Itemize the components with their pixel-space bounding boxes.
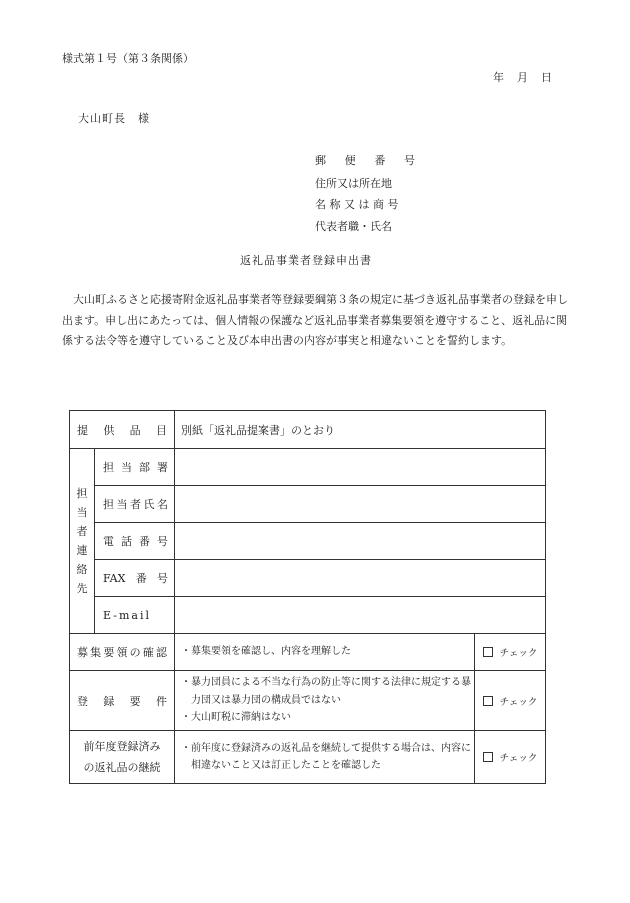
email-input[interactable]	[175, 597, 546, 634]
contact-group-label: 担 当 者 連 絡 先	[70, 449, 95, 634]
fax-label-cell	[95, 560, 175, 597]
registration-checkbox[interactable]: チェック	[475, 671, 546, 731]
contact-person-label-cell	[95, 486, 175, 523]
postal-code-label: 郵 便 番 号	[315, 154, 415, 167]
contact-person-label: 担当者氏名	[103, 498, 168, 511]
fax-label: FAX番号	[103, 572, 168, 585]
department-label: 担当部署	[103, 461, 168, 474]
products-label-cell	[70, 411, 175, 449]
representative-label: 代表者職・氏名	[315, 220, 392, 233]
department-input[interactable]	[175, 449, 546, 486]
requirement-row	[70, 731, 546, 784]
contact-person-input[interactable]	[175, 486, 546, 523]
registration-statements: ・暴力団員による不当な行為の防止等に関する法律に規定する暴力団又は暴力団の構成員ではない ・大山町税に滞納はない	[175, 671, 475, 731]
products-row	[70, 411, 546, 449]
contact-row	[70, 597, 546, 634]
checkbox-icon[interactable]	[483, 696, 493, 706]
products-value[interactable]: 別紙「返礼品提案書」のとおり	[175, 411, 546, 449]
fax-input[interactable]	[175, 560, 546, 597]
guidelines-checkbox[interactable]: チェック	[475, 634, 546, 671]
phone-input[interactable]	[175, 523, 546, 560]
continuation-checkbox[interactable]: チェック	[475, 731, 546, 784]
contact-row	[70, 560, 546, 597]
contact-row	[70, 486, 546, 523]
contact-row	[70, 523, 546, 560]
application-table	[69, 410, 546, 784]
guidelines-label-cell	[70, 634, 175, 671]
business-name-label: 名 称 又 は 商 号	[315, 198, 399, 211]
phone-label: 電話番号	[103, 535, 168, 548]
checkbox-icon[interactable]	[483, 752, 493, 762]
registration-label-cell	[70, 671, 175, 731]
guidelines-label: 募集要領の確認	[77, 646, 167, 659]
continuation-label: 前年度登録済み の返礼品の継続	[70, 731, 175, 784]
address-label: 住所又は所在地	[315, 177, 392, 190]
pledge-text: 大山町ふるさと応援寄附金返礼品事業者等登録要綱第３条の規定に基づき返礼品事業者の登録を申し出ます。申し出にあたっては、個人情報の保護など返礼品事業者募集要領を遵守すること、返礼品に関係する法令等を遵守していること及び本申出書の内容が事実と相違ないことを誓約します。	[62, 293, 568, 348]
products-label: 提供品目	[77, 423, 167, 437]
department-label-cell	[95, 449, 175, 486]
requirement-row	[70, 634, 546, 671]
registration-label: 登録要件	[77, 694, 167, 708]
date-field[interactable]: 年 月 日	[493, 71, 553, 84]
addressee: 大山町長 様	[78, 112, 150, 125]
contact-row	[70, 449, 546, 486]
email-label: E-mail	[103, 608, 151, 622]
requirement-row	[70, 671, 546, 731]
checkbox-icon[interactable]	[483, 647, 493, 657]
form-number: 様式第１号（第３条関係）	[62, 52, 194, 65]
continuation-statement: ・前年度に登録済みの返礼品を継続して提供する場合は、内容に相違ないこと又は訂正したことを確認した	[175, 731, 475, 784]
document-title: 返礼品事業者登録申出書	[240, 254, 372, 267]
email-label-cell	[95, 597, 175, 634]
guidelines-statement: ・募集要領を確認し、内容を理解した	[175, 634, 475, 671]
phone-label-cell	[95, 523, 175, 560]
